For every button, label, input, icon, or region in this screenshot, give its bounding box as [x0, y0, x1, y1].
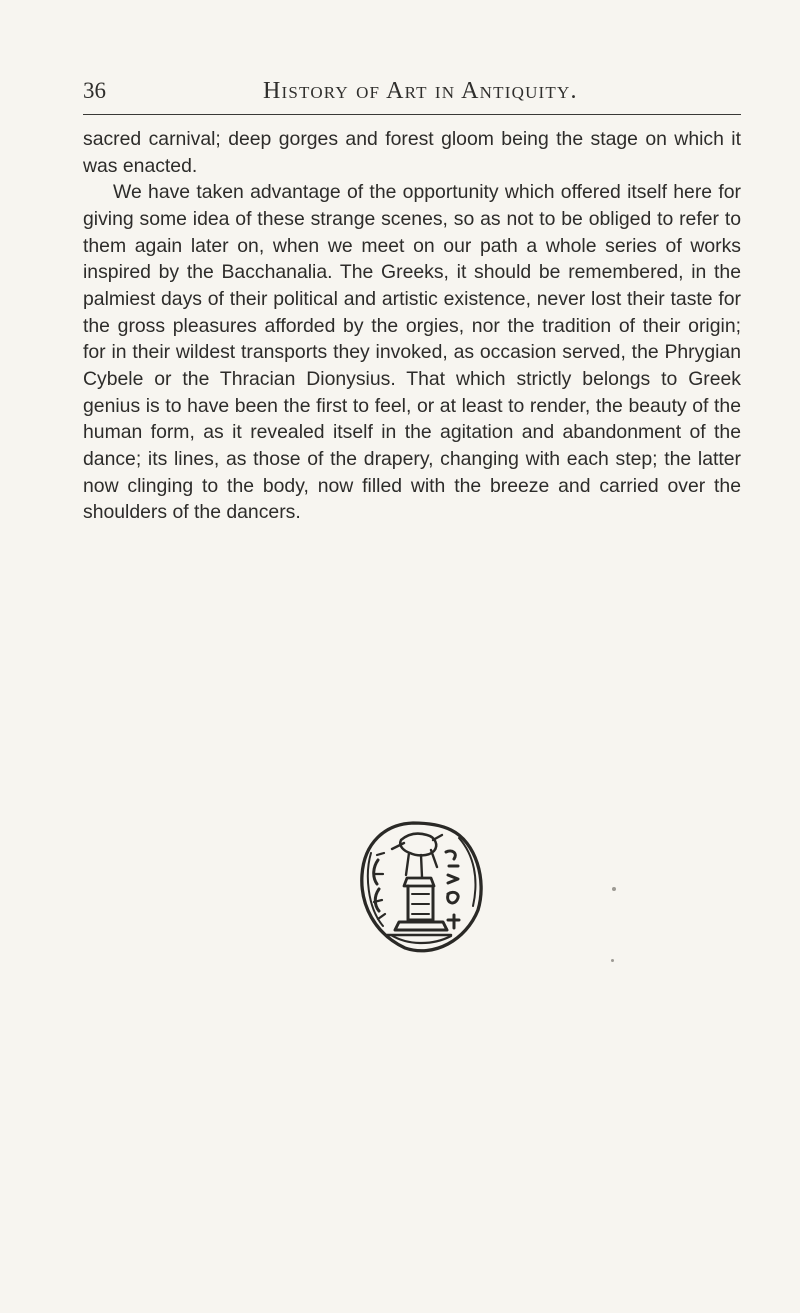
paper-speck [612, 887, 616, 891]
page-number: 36 [83, 78, 106, 103]
paragraph-main: We have taken advantage of the opportunity which offered itself here for giving some idea of these strange scenes, so as not to be obliged to refer to them again later on, when we meet on our path a whole series of works inspired by the Bacchanalia. The Greeks, it should be remembered, in the palmiest days of their political and artistic existence, never lost their taste for the gross pleasures afforded by the orgies, nor the tradition of their origin; for in their wildest transports they invoked, as occasion served, the Phrygian Cybele or the Thracian Dionysius. That which strictly belongs to Greek genius is to have been the first to feel, or at least to render, the beauty of the human form, as it revealed itself in the agitation and abandonment of the dance; its lines, as those of the drapery, changing with each step; the latter now clinging to the body, now filled with the breeze and carried over the shoulders of the dancers. [83, 181, 741, 524]
running-title: History of Art in Antiquity. [263, 78, 578, 104]
paper-speck [611, 959, 614, 962]
page-header [83, 72, 741, 108]
coin-illustration [355, 818, 485, 954]
header-rule [83, 114, 741, 115]
body-text [83, 126, 741, 526]
paragraph-continuation: sacred carnival; deep gorges and forest gloom being the stage on which it was enacted. [83, 128, 741, 177]
